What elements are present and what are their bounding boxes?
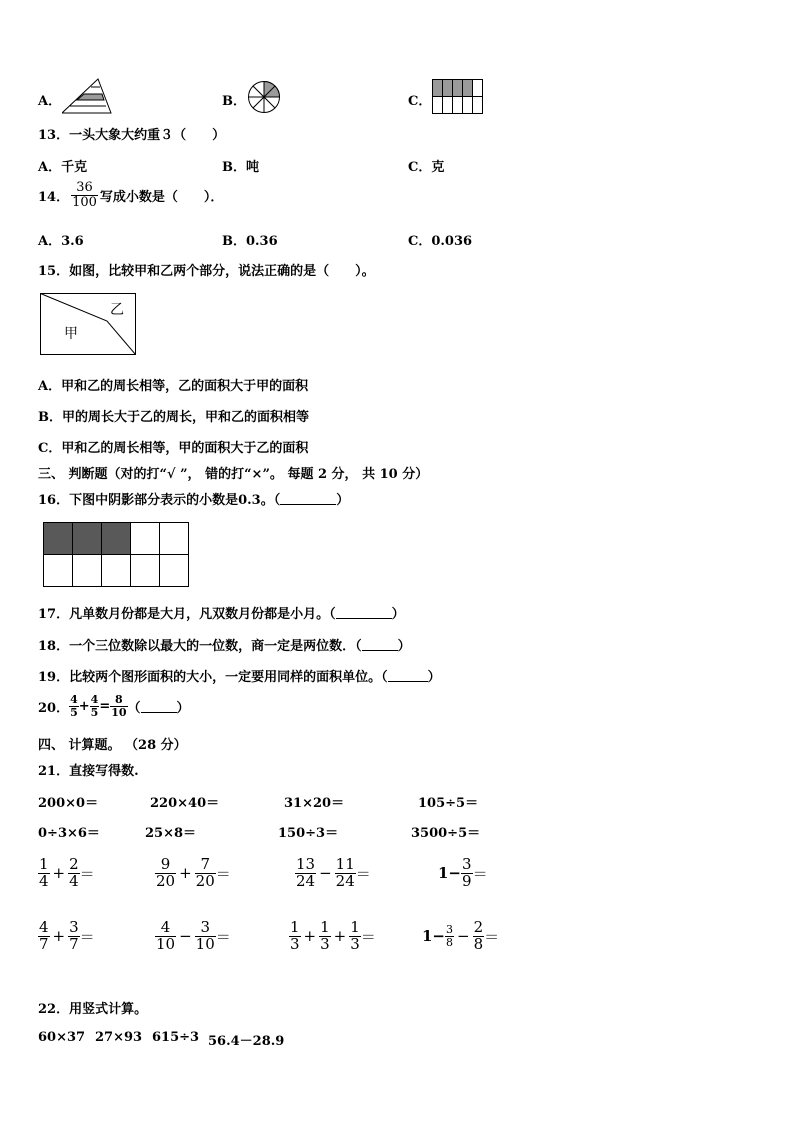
equals-sign: ＝ xyxy=(79,864,95,883)
fraction-numerator: 3 xyxy=(446,923,454,937)
fraction xyxy=(38,920,50,953)
fraction-denominator: 24 xyxy=(296,871,316,890)
question-19-stem xyxy=(38,666,441,685)
fraction-denominator: 4 xyxy=(39,871,49,890)
calc-item: 220×40＝ xyxy=(150,796,220,811)
equals-sign: ＝ xyxy=(360,927,376,946)
grid-cell xyxy=(102,555,131,587)
answer-blank[interactable] xyxy=(141,700,177,713)
calc-item: 25×8＝ xyxy=(145,826,197,841)
fraction xyxy=(445,924,454,948)
operator: − xyxy=(179,927,192,946)
fraction-numerator: 1 xyxy=(39,855,49,873)
grid-cell xyxy=(131,523,160,555)
fraction-numerator: 36 xyxy=(76,180,93,195)
fraction-numerator: 3 xyxy=(69,918,79,936)
fraction-expression xyxy=(38,857,95,890)
operator: − xyxy=(457,927,470,946)
q13-option-a: A．千克 xyxy=(38,160,88,175)
stem-text: 17．凡单数月份都是大月，凡双数月份都是小月。（ xyxy=(38,607,336,622)
triangle-figure xyxy=(62,78,112,114)
answer-blank[interactable] xyxy=(336,606,392,619)
grid-cell xyxy=(160,555,189,587)
fraction-numerator: 11 xyxy=(335,855,355,873)
fraction-numerator: 4 xyxy=(160,918,171,936)
fraction-denominator: 9 xyxy=(462,871,472,890)
section-4-title: 四、 计算题。 （28 分） xyxy=(38,738,187,753)
q15-option-a: A．甲和乙的周长相等，乙的面积大于甲的面积 xyxy=(38,379,309,394)
calc-item: 60×37 xyxy=(38,1030,86,1045)
figure-label-jia: 甲 xyxy=(64,326,78,342)
fraction-denominator: 20 xyxy=(156,871,176,890)
fraction-expression xyxy=(422,920,499,953)
equals-sign: ＝ xyxy=(355,864,371,883)
fraction-expression xyxy=(438,857,488,890)
fraction-denominator: 8 xyxy=(446,935,454,949)
equals-sign: ＝ xyxy=(215,927,231,946)
option-label: C． xyxy=(408,94,432,109)
fraction xyxy=(289,920,301,953)
equals-sign: = xyxy=(99,698,111,714)
section-3-title: 三、 判断题（对的打“√ ”， 错的打“×”。 每题 2 分， 共 10 分） xyxy=(38,467,429,482)
leading-term: 1− xyxy=(438,864,462,883)
fraction-expression xyxy=(155,857,231,890)
equals-sign: ＝ xyxy=(79,927,95,946)
figure-label-yi: 乙 xyxy=(110,302,124,318)
fraction-numerator: 4 xyxy=(90,693,99,706)
stem-close: ） xyxy=(397,639,411,654)
question-13-stem: 13．一头大象大约重３（ ） xyxy=(38,128,226,143)
calc-item: 3500÷5＝ xyxy=(411,826,481,841)
fraction xyxy=(195,920,216,953)
fraction-denominator: 10 xyxy=(156,934,176,953)
q15-option-b: B．甲的周长大于乙的周长，甲和乙的面积相等 xyxy=(38,410,309,425)
option-label: B． xyxy=(222,94,246,109)
stem-text: 19．比较两个图形面积的大小，一定要用同样的面积单位。（ xyxy=(38,670,388,685)
stem-close: ） xyxy=(176,700,190,716)
question-14-stem xyxy=(38,181,223,209)
calc-item: 31×20＝ xyxy=(284,796,345,811)
fraction-expression xyxy=(155,920,231,953)
equals-sign: ＝ xyxy=(215,864,231,883)
equals-sign: ＝ xyxy=(472,864,488,883)
fraction-denominator: 5 xyxy=(90,705,99,719)
fraction-numerator: 1 xyxy=(320,918,330,936)
fraction xyxy=(155,920,176,953)
stem-open: （ xyxy=(127,700,141,716)
operator: − xyxy=(319,864,332,883)
shaded-cell xyxy=(44,523,73,555)
stem-text: 18．一个三位数除以最大的一位数，商一定是两位数．（ xyxy=(38,639,362,654)
fraction-denominator: 3 xyxy=(350,934,360,953)
fraction xyxy=(38,857,50,890)
fraction-denominator: 10 xyxy=(111,705,127,719)
fraction xyxy=(90,694,100,718)
calc-item: 0÷3×6＝ xyxy=(38,826,100,841)
fraction-numerator: 13 xyxy=(296,855,316,873)
operator: + xyxy=(303,927,317,946)
fraction-numerator: 2 xyxy=(69,855,79,873)
q14-option-a: A．3.6 xyxy=(38,234,84,249)
stem-close: ） xyxy=(427,670,441,685)
shaded-cell xyxy=(73,523,102,555)
shaded-cell xyxy=(102,523,131,555)
operator: + xyxy=(333,927,347,946)
fraction-denominator: 20 xyxy=(195,871,215,890)
fraction-numerator: 1 xyxy=(290,918,300,936)
fraction-denominator: 3 xyxy=(320,934,330,953)
fraction xyxy=(195,857,216,890)
fraction-expression xyxy=(289,920,376,953)
fraction-numerator: 7 xyxy=(200,855,210,873)
q13-option-c: C．克 xyxy=(408,160,445,175)
q14-option-b: B．0.36 xyxy=(222,234,278,249)
grid-cell xyxy=(131,555,160,587)
fraction xyxy=(295,857,316,890)
grid-cell xyxy=(44,555,73,587)
q14-option-c: C．0.036 xyxy=(408,234,473,249)
fraction xyxy=(68,857,80,890)
fraction-denominator: 5 xyxy=(70,705,78,719)
decimal-grid-figure xyxy=(43,522,189,588)
fraction xyxy=(461,857,473,890)
fraction xyxy=(68,920,80,953)
question-15-stem: 15．如图，比较甲和乙两个部分，说法正确的是（ ）。 xyxy=(38,264,375,279)
calc-item: 615÷3 xyxy=(152,1030,200,1045)
fraction-denominator: 7 xyxy=(69,934,79,953)
fraction-numerator: 9 xyxy=(160,855,171,873)
option-label: A． xyxy=(38,94,62,109)
fraction xyxy=(473,920,485,953)
question-21-stem: 21．直接写得数. xyxy=(38,764,139,779)
fraction-denominator: 24 xyxy=(335,871,355,890)
calc-item: 150÷3＝ xyxy=(278,826,339,841)
fraction-denominator: 7 xyxy=(39,934,49,953)
operator: + xyxy=(52,864,66,883)
fraction-numerator: 8 xyxy=(115,693,123,706)
fraction xyxy=(335,857,356,890)
operator: + xyxy=(52,927,66,946)
fraction-numerator: 4 xyxy=(70,693,78,706)
fraction-expression xyxy=(38,920,95,953)
fraction-denominator: 100 xyxy=(72,194,97,210)
answer-blank[interactable] xyxy=(280,492,336,505)
calc-item: 27×93 xyxy=(95,1030,143,1045)
circle-figure xyxy=(246,80,282,114)
fraction-numerator: 4 xyxy=(39,918,49,936)
plus-sign: + xyxy=(78,698,90,714)
stem-close: ） xyxy=(391,607,405,622)
fraction-numerator: 1 xyxy=(350,918,360,936)
question-20-stem xyxy=(38,694,190,718)
calc-item: 56.4－28.9 xyxy=(208,1034,285,1049)
answer-blank[interactable] xyxy=(388,669,428,682)
equals-sign: ＝ xyxy=(484,927,500,946)
fraction xyxy=(319,920,331,953)
fraction xyxy=(69,694,79,718)
operator: + xyxy=(179,864,192,883)
question-16-stem xyxy=(38,489,349,508)
fraction-denominator: 3 xyxy=(290,934,300,953)
stem-text: 16．下图中阴影部分表示的小数是0.3。（ xyxy=(38,493,281,508)
fraction-denominator: 4 xyxy=(69,871,79,890)
stem-close: ） xyxy=(336,493,350,508)
fraction xyxy=(155,857,176,890)
grid-figure xyxy=(432,79,484,115)
calc-item: 105÷5＝ xyxy=(418,796,479,811)
question-number: 20． xyxy=(38,700,70,716)
fraction-denominator: 10 xyxy=(195,934,215,953)
question-22-stem: 22．用竖式计算。 xyxy=(38,1002,148,1017)
fraction-denominator: 8 xyxy=(473,934,484,953)
fraction-numerator: 3 xyxy=(462,855,472,873)
fraction xyxy=(71,181,98,209)
fraction xyxy=(110,694,127,718)
grid-cell xyxy=(160,523,189,555)
question-17-stem xyxy=(38,603,405,622)
fraction xyxy=(349,920,361,953)
answer-blank[interactable] xyxy=(362,638,398,651)
fraction-expression xyxy=(295,857,371,890)
fraction-numerator: 3 xyxy=(200,918,210,936)
q15-option-c: C．甲和乙的周长相等，甲的面积大于乙的面积 xyxy=(38,441,309,456)
stem-text: 写成小数是（ ）． xyxy=(99,189,224,205)
calc-item: 200×0＝ xyxy=(38,796,99,811)
leading-term: 1− xyxy=(422,927,446,946)
q13-option-b: B．吨 xyxy=(222,160,259,175)
fraction-numerator: 2 xyxy=(473,918,484,936)
grid-cell xyxy=(73,555,102,587)
question-number: 14． xyxy=(38,189,70,205)
question-18-stem xyxy=(38,635,411,654)
